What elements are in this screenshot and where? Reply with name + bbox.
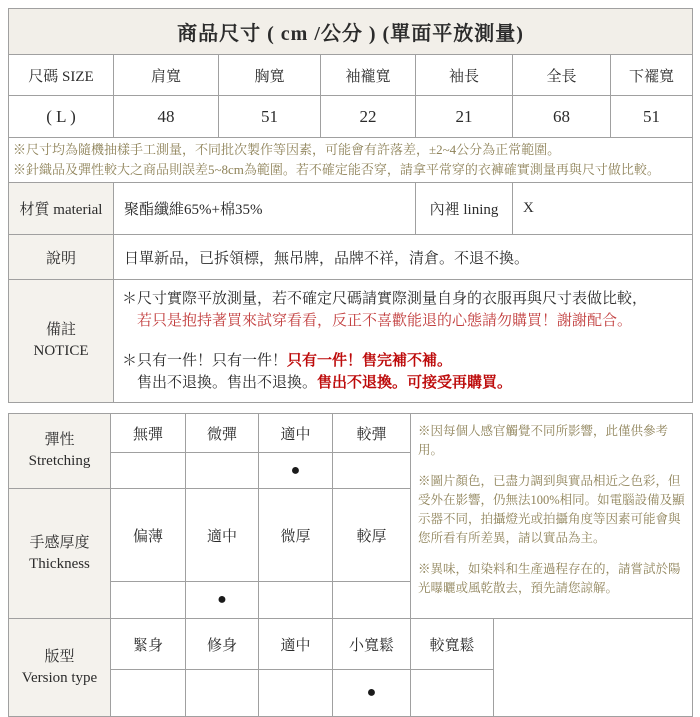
attr-note-1: ※因每個人感官觸覺不同所影響，此僅供參考用。: [418, 424, 669, 457]
description-value: 日單新品，已拆領標，無吊牌，品牌不祥，清倉。不退不換。: [114, 235, 693, 280]
version-label: [9, 619, 111, 717]
attributes-table: [8, 413, 693, 717]
col-header-chest: 胸寬: [219, 55, 321, 96]
version-mark-0: [111, 670, 186, 717]
value-size: ( L ): [9, 96, 114, 138]
attr-note-2: ※圖片顏色，已盡力調到與實品相近之色彩，但受外在影響，仍無法100%相同。如電腦設備及顯示器不同，拍攝燈光或拍攝角度等因素可能會與您所看有所差異，請以實品為主。: [418, 474, 685, 545]
stretching-label-zh: 彈性: [44, 432, 75, 448]
value-armhole: 22: [321, 96, 416, 138]
description-row: [9, 235, 693, 280]
thickness-option-slightly-thick: 微厚: [259, 489, 333, 582]
notice-line3-black: ＊只有一件！只有一件！: [122, 353, 288, 369]
col-header-hem: 下襬寬: [611, 55, 693, 96]
measurement-disclaimer: [9, 138, 693, 183]
stretching-option-none: 無彈: [111, 414, 186, 453]
version-option-loose: 較寬鬆: [411, 619, 494, 670]
material-row: [9, 183, 693, 235]
version-mark-3: [333, 670, 411, 717]
version-mark-4: [411, 670, 494, 717]
notice-row: [9, 280, 693, 403]
version-mark-1: [186, 670, 259, 717]
thickness-option-medium: 適中: [186, 489, 259, 582]
version-option-medium: 適中: [259, 619, 333, 670]
version-option-tight: 緊身: [111, 619, 186, 670]
stretching-option-high: 較彈: [333, 414, 411, 453]
notice-label-zh: 備註: [45, 322, 76, 338]
notice-line3-red: 只有一件！售完補不補。: [287, 353, 453, 369]
stretching-mark-0: [111, 453, 186, 489]
value-shoulder: 48: [114, 96, 219, 138]
notice-line1-text: ＊尺寸實際平放測量，若不確定尺碼請實際測量自身的衣服再與尺寸表做比較，: [122, 291, 648, 307]
stretching-label-en: Stretching: [28, 453, 91, 469]
size-table-title: 商品尺寸 ( cm /公分 ) (單面平放測量): [9, 9, 693, 55]
lining-label: 內裡 lining: [416, 183, 513, 235]
stretching-mark-2: [259, 453, 333, 489]
version-options-row: [9, 619, 693, 670]
material-value: 聚酯纖維65%+棉35%: [114, 183, 416, 235]
description-label: 說明: [9, 235, 114, 280]
stretching-mark-3: [333, 453, 411, 489]
thickness-mark-0: [111, 582, 186, 619]
thickness-mark-2: [259, 582, 333, 619]
version-mark-2: [259, 670, 333, 717]
stretching-options-row: [9, 414, 693, 453]
measurement-note-line1: ※尺寸均為隨機抽樣手工測量，不同批次製作等因素，可能會有許落差，±2~4公分為正常範圍。: [13, 142, 561, 157]
dot-icon: ●: [290, 461, 301, 479]
notice-spacer: [122, 332, 686, 350]
version-label-zh: 版型: [44, 648, 75, 665]
col-header-shoulder: 肩寬: [114, 55, 219, 96]
notice-label: [9, 280, 114, 403]
thickness-label: [9, 489, 111, 619]
value-hem: 51: [611, 96, 693, 138]
size-table: [8, 8, 693, 403]
notice-line2-text: 若只是抱持著買來試穿看看，反正不喜歡能退的心態請勿購買！謝謝配合。: [137, 313, 633, 329]
size-header-row: [9, 55, 693, 96]
attr-note-3: ※異味，如染料和生產過程存在的，請嘗試於陽光曝曬或風乾散去，預先請您諒解。: [418, 562, 681, 595]
notice-line2: [122, 310, 686, 332]
col-header-size: 尺碼 SIZE: [9, 55, 114, 96]
notice-line3: [122, 350, 686, 372]
attributes-disclaimer: [411, 414, 693, 619]
version-option-slightly-loose: 小寬鬆: [333, 619, 411, 670]
col-header-length: 全長: [513, 55, 611, 96]
thickness-option-thin: 偏薄: [111, 489, 186, 582]
value-sleeve: 21: [416, 96, 513, 138]
stretching-label: [9, 414, 111, 489]
thickness-option-thick: 較厚: [333, 489, 411, 582]
size-value-row: [9, 96, 693, 138]
version-option-slim: 修身: [186, 619, 259, 670]
stretching-option-slight: 微彈: [186, 414, 259, 453]
stretching-mark-1: [186, 453, 259, 489]
measurement-note-line2: ※針織品及彈性較大之商品則誤差5~8cm為範圍。若不確定能否穿，請拿平常穿的衣褲確實測量再與尺寸做比較。: [13, 162, 660, 177]
stretching-option-medium: 適中: [259, 414, 333, 453]
col-header-sleeve: 袖長: [416, 55, 513, 96]
lining-value: X: [513, 183, 693, 235]
thickness-mark-1: [186, 582, 259, 619]
notice-line4: [122, 372, 686, 394]
notice-content: [114, 280, 693, 403]
material-label: 材質 material: [9, 183, 114, 235]
notice-label-en: NOTICE: [33, 343, 89, 359]
dot-icon: ●: [217, 591, 227, 608]
thickness-label-zh: 手感厚度: [29, 534, 90, 551]
dot-icon: ●: [366, 684, 377, 701]
thickness-label-en: Thickness: [29, 555, 90, 572]
value-length: 68: [513, 96, 611, 138]
notice-line4-red: 售出不退換。可接受再購買。: [317, 375, 513, 391]
col-header-armhole: 袖襱寬: [321, 55, 416, 96]
version-label-en: Version type: [21, 669, 98, 686]
thickness-mark-3: [333, 582, 411, 619]
value-chest: 51: [219, 96, 321, 138]
notice-line4-black: 售出不退換。售出不退換。: [137, 375, 318, 391]
notice-line1: [122, 288, 686, 310]
attributes-empty-cell: [494, 619, 693, 717]
